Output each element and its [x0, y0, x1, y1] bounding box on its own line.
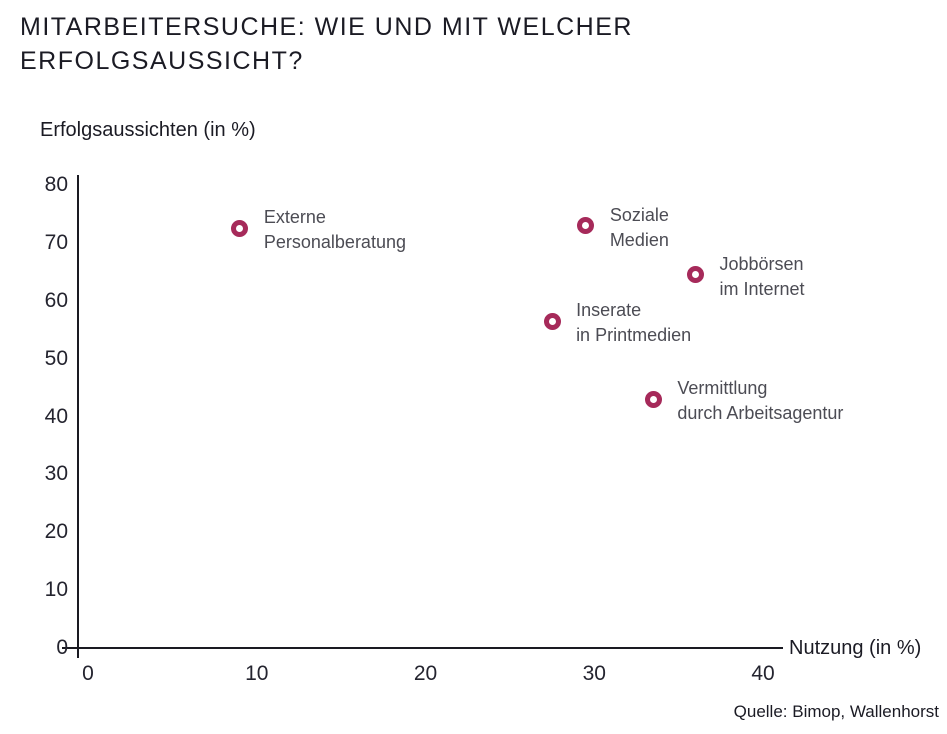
y-tick-label: 20 [44, 520, 68, 544]
y-tick-label: 50 [44, 346, 68, 370]
chart-title-line-1: MITARBEITERSUCHE: WIE UND MIT WELCHER [20, 13, 633, 41]
scatter-point-label [610, 203, 669, 253]
x-axis-title: Nutzung (in %) [789, 637, 922, 659]
scatter-point-label-line: Jobbörsen [719, 253, 804, 274]
x-tick-label: 30 [582, 662, 606, 685]
x-tick-label: 10 [245, 662, 269, 685]
y-tick-label: 70 [44, 230, 68, 254]
y-axis-line [77, 175, 79, 658]
scatter-point-label [264, 205, 406, 255]
scatter-point-label-line: in Printmedien [576, 325, 692, 345]
y-tick-label: 10 [44, 578, 68, 602]
y-tick-label: 0 [56, 636, 68, 659]
y-tick-label: 30 [44, 462, 68, 486]
scatter-point-label-line: Inserate [576, 300, 642, 320]
y-tick-label: 80 [44, 173, 68, 196]
x-axis-line [62, 647, 783, 649]
chart-title-line-2: ERFOLGSAUSSICHT? [20, 47, 304, 75]
scatter-marker [687, 266, 704, 283]
scatter-point-label [576, 298, 691, 348]
x-tick-label: 20 [413, 662, 438, 685]
scatter-point-label-line: im Internet [719, 278, 805, 299]
y-axis-title: Erfolgsaussichten (in %) [40, 119, 256, 141]
y-tick-label: 60 [44, 288, 68, 312]
scatter-point-label [677, 376, 843, 426]
source-credit: Quelle: Bimop, Wallenhorst [733, 702, 939, 721]
scatter-marker [231, 220, 248, 237]
scatter-marker [577, 217, 594, 234]
scatter-marker [645, 391, 662, 408]
x-tick-label: 40 [751, 662, 775, 685]
scatter-marker [544, 313, 561, 330]
scatter-point-label [720, 252, 805, 302]
scatter-point-label-line: Medien [609, 229, 669, 250]
y-tick-label: 40 [44, 404, 68, 428]
scatter-point-label-line: Soziale [609, 204, 669, 225]
scatter-point-label-line: Externe [263, 207, 326, 228]
scatter-point-label-line: Vermittlung [677, 378, 768, 399]
scatter-point-label-line: Personalberatung [263, 232, 406, 253]
scatter-point-label-line: durch Arbeitsagentur [677, 403, 844, 424]
chart-title [20, 10, 633, 78]
x-tick-label: 0 [82, 662, 94, 685]
